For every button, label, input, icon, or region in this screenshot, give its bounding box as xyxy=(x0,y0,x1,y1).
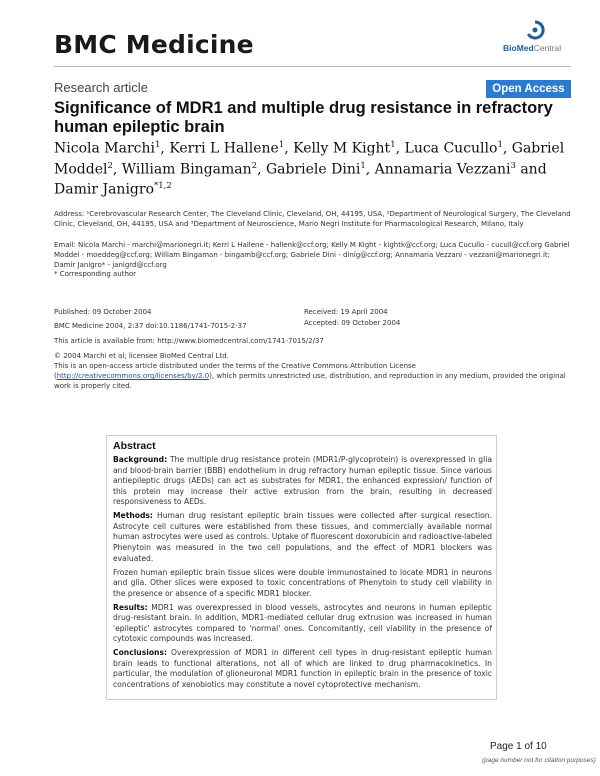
author-name: Kelly M Kight xyxy=(293,140,391,157)
author-name: William Bingaman xyxy=(121,161,252,178)
publisher-central: Central xyxy=(533,43,562,53)
author-name: Gabriel Moddel xyxy=(54,140,565,178)
author-name: and Damir Janigro xyxy=(54,161,547,198)
author-affiliation: 2 xyxy=(107,160,113,171)
abstract-text: Overexpression of MDR1 in different cell types in drug-resistant epileptic human brain leads to functional alterations, not all of which are linked to drug pharmacokinetics. In particular, the modulation of glioneuronal MDR1 function in epileptic brain in the presence of toxic concentrations of xenobiotics may constitute a novel cytoprotective mechanism. xyxy=(113,648,492,690)
copyright: © 2004 Marchi et al; licensee BioMed Central Ltd. xyxy=(54,352,229,360)
author-affiliation: 1 xyxy=(497,140,503,150)
author-emails: Email: Nicola Marchi - marchi@marionegri.it; Kerri L Hallene - hallenk@ccf.org; Kelly M Kight - kightk@ccf.org; Luca Cucullo - cucull@ccf.org Gabriel Moddel - moeddeg@ccf.org; William Bingaman - bingamb@ccf.org; Gabriele Dini - dinig@ccf.org; Annamaria Vezzani - vezzani@marionegri.it; Damir Janigro* - janigrd@ccf.org xyxy=(54,241,570,269)
author-list: Nicola Marchi$^1$, Kerri L Hallene$^1$, Kelly M Kight$^1$, Luca Cucullo$^1$, Gabriel Moddel$^2$, William Bingaman$^2$, Gabriele Dini$^1$, Annamaria Vezzani$^3$ and Damir Janigro$^{*1,2}$ xyxy=(54,140,565,198)
abstract-label: Background: xyxy=(113,455,168,464)
license-link[interactable]: http://creativecommons.org/licenses/by/2.0 xyxy=(56,372,210,380)
author-name: Gabriele Dini xyxy=(265,161,361,178)
abstract-text: MDR1 was overexpressed in blood vessels, astrocytes and neurons in human epileptic drug-resistant brain. In addition, MDR1-mediated cellular drug extrusion was increased in human 'epileptic' astrocytes compared to 'normal' ones. Concomitantly, cell viability in the presence of cytotoxic compounds was increased. xyxy=(113,602,492,644)
abstract-text: The multiple drug resistance protein (MDR1/P-glycoprotein) is overexpressed in glia and blood-brain barrier (BBB) endothelium in drug refractory human epileptic tissue. Since various antiepileptic drugs (AEDs) can act as substrates for MDR1, the enhanced expression/ function of this protein may increase their active extrusion from the brain, resulting in decreased responsiveness to AEDs. xyxy=(113,455,492,507)
publisher-bio: BioMed xyxy=(503,43,534,53)
abstract-paragraph xyxy=(113,455,492,508)
license-text-after: ), which permits unrestricted use, distribution, and reproduction in any medium, provided the original work is properly cited. xyxy=(54,372,566,390)
abstract-box xyxy=(106,435,497,700)
abstract-paragraph xyxy=(113,603,492,645)
accepted-date: Accepted: 09 October 2004 xyxy=(304,319,401,327)
abstract-label: Conclusions: xyxy=(113,648,168,658)
abstract-body xyxy=(113,455,492,694)
corresponding-author-note: * Corresponding author xyxy=(54,270,137,278)
author-name: Luca Cucullo xyxy=(404,140,498,157)
author-affiliation: 3 xyxy=(510,160,516,171)
author-affiliation: 1 xyxy=(360,160,366,171)
abstract-paragraph xyxy=(113,568,492,600)
open-access-badge: Open Access xyxy=(486,80,571,98)
author-affiliation: 1 xyxy=(390,140,396,150)
author-affiliation: 1 xyxy=(278,140,285,150)
author-affiliation: 2 xyxy=(251,160,258,171)
abstract-heading: Abstract xyxy=(113,440,156,452)
published-date: Published: 09 October 2004 xyxy=(54,308,152,316)
article-title: Significance of MDR1 and multiple drug resistance in refractory human epileptic brain xyxy=(54,99,553,136)
abstract-text: Frozen human epileptic brain tissue slices were double immunostained to locate MDR1 in neurons and glia. Other slices were exposed to toxic concentrations of Phenytoin to study cell viability in the presence or absence of a specific MDR1 blocker. xyxy=(113,567,492,598)
received-date: Received: 19 April 2004 xyxy=(304,308,388,316)
author-affiliation: 1 xyxy=(154,140,161,150)
author-affiliation: *1,2 xyxy=(154,181,172,192)
abstract-paragraph xyxy=(113,648,492,690)
page-number-note: (page number not for citation purposes) xyxy=(482,757,596,764)
abstract-text: Human drug resistant epileptic brain tissues were collected after surgical resection. Astrocyte cell cultures were established from these tissues, and commercially available normal human astrocytes were used as controls. Uptake of fluorescent doxorubicin and radioactive-labeled Phenytoin was measured in the two cell populations, and the effect of MDR1 blockers was evaluated. xyxy=(113,511,492,563)
abstract-label: Results: xyxy=(113,602,148,612)
author-addresses: Address: ¹Cerebrovascular Research Center, The Cleveland Clinic, Cleveland, OH, 44195, USA, ²Department of Neurological Surgery, The Cleveland Clinic, Cleveland, OH, 44195, USA and ³Department of Neuroscience, Mario Negri Institute for Pharmacological Research, Milano, Italy xyxy=(54,210,571,228)
article-type: Research article xyxy=(54,80,148,95)
availability-url: This article is available from: http://www.biomedcentral.com/1741-7015/2/37 xyxy=(54,337,324,345)
abstract-label: Methods: xyxy=(113,511,153,521)
abstract-paragraph xyxy=(113,511,492,564)
license-statement xyxy=(54,361,572,391)
license-text-before: This is an open-access article distributed under the terms of the Creative Commons Attribution License ( xyxy=(54,362,416,380)
header-divider xyxy=(54,66,571,67)
citation: BMC Medicine 2004, 2:37 doi:10.1186/1741-7015-2-37 xyxy=(54,322,247,330)
author-name: Nicola Marchi xyxy=(54,140,155,157)
page-number: Page 1 of 10 xyxy=(490,741,547,752)
author-name: Kerri L Hallene xyxy=(169,140,279,157)
biomed-central-logo xyxy=(503,20,563,54)
biomed-logo-icon xyxy=(525,20,545,40)
journal-title: BMC Medicine xyxy=(54,30,254,59)
author-name: Annamaria Vezzani xyxy=(374,161,511,178)
